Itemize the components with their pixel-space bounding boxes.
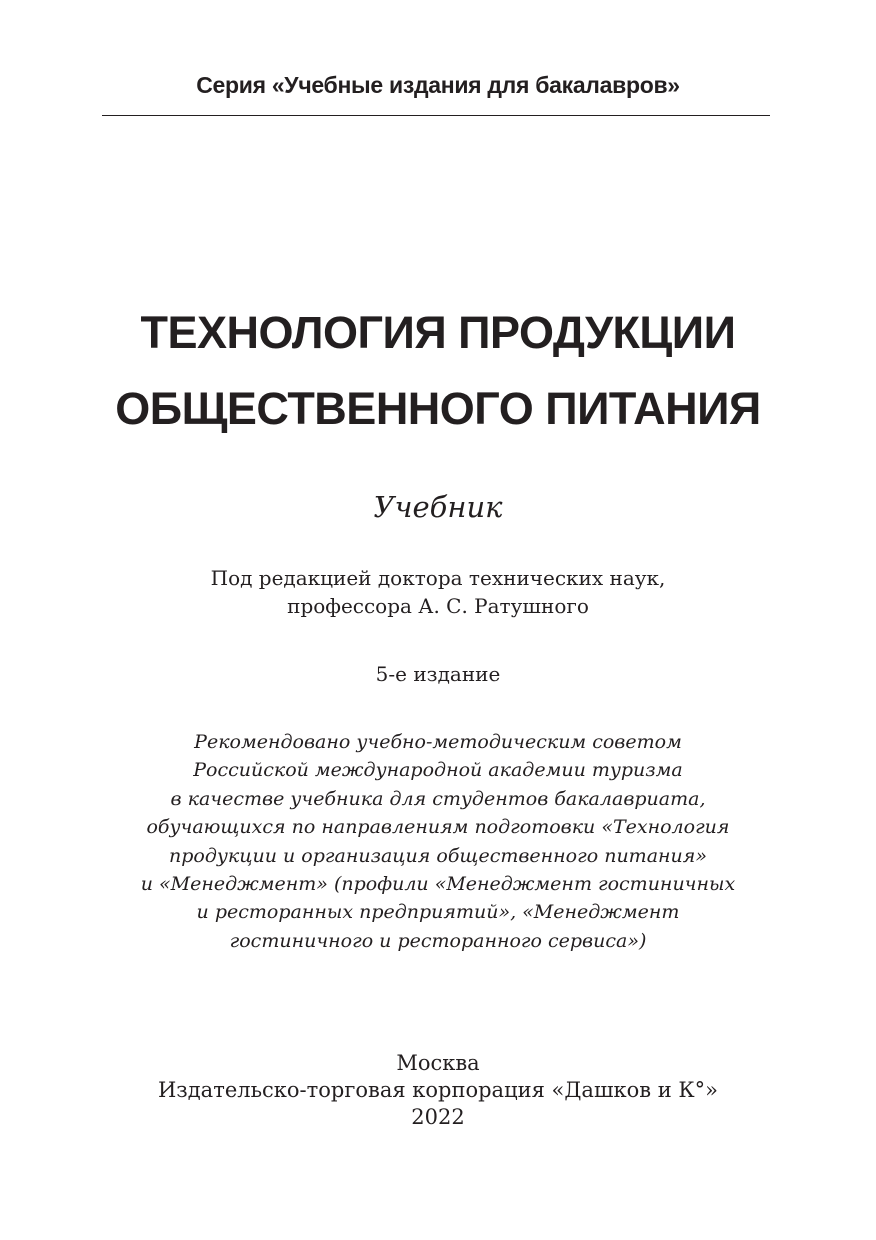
recommendation-line: Российской международной академии туризма (193, 759, 683, 782)
recommendation-line: в качестве учебника для студентов бакалавриата, (170, 787, 706, 810)
imprint-publisher: Издательско-торговая корпорация «Дашков и К°» (157, 1078, 719, 1102)
recommendation-line: Рекомендовано учебно-методическим советом (194, 731, 682, 753)
header-divider (102, 115, 770, 116)
book-genre: Учебник (373, 490, 503, 524)
recommendation-line: гостиничного и ресторанного сервиса») (229, 929, 647, 952)
recommendation-line: обучающихся по направлениям подготовки «Технология (146, 816, 730, 839)
book-title-line-2: ОБЩЕСТВЕННОГО ПИТАНИЯ (115, 383, 761, 434)
recommendation-line: и ресторанных предприятий», «Менеджмент (196, 901, 680, 924)
recommendation-block (0, 728, 876, 955)
recommendation-line: и «Менеджмент» (профили «Менеджмент гостиничных (140, 873, 736, 896)
book-title-line-1: ТЕХНОЛОГИЯ ПРОДУКЦИИ (140, 307, 736, 358)
edition-number: 5-е издание (375, 662, 501, 686)
series-heading: Серия «Учебные издания для бакалавров» (196, 72, 680, 98)
imprint-year: 2022 (411, 1105, 465, 1129)
imprint-block (0, 1050, 876, 1131)
imprint-city: Москва (396, 1051, 480, 1075)
editor-line-2: профессора А. С. Ратушного (287, 594, 589, 618)
editor-line-1: Под редакцией доктора технических наук, (210, 566, 666, 590)
recommendation-line: продукции и организация общественного питания» (169, 844, 707, 867)
